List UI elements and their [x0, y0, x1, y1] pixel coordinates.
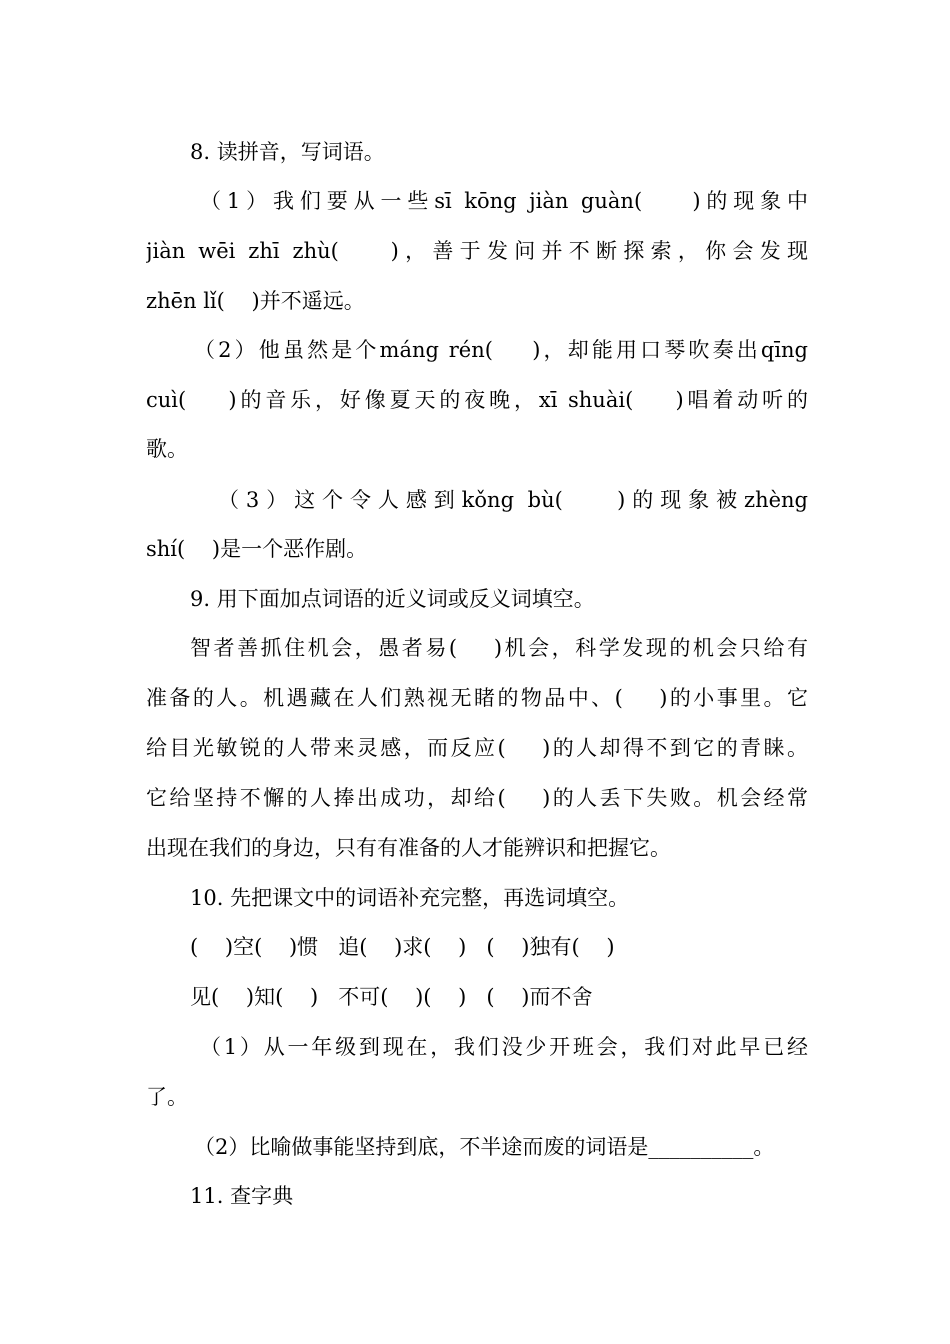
q8-item1-line3: zhēn lǐ( )并不遥远。: [146, 289, 365, 313]
q9-passage-line2: 准备的人。机遇藏在人们熟视无睹的物品中、( )的小事里。它: [146, 686, 808, 710]
q8-item3-line1: （3）这个令人感到kǒng bù( )的现象被zhèng: [218, 488, 808, 512]
q10-word-row2: 见( )知( ) 不可( )( ) ( )而不舍: [190, 985, 593, 1009]
q8-item1-line2: jiàn wēi zhī zhù( )，善于发问并不断探索，你会发现: [146, 239, 808, 263]
q10-sentence1-line2: 了。: [146, 1085, 188, 1109]
q9-passage-line3: 给目光敏锐的人带来灵感，而反应( )的人却得不到它的青睐。: [146, 736, 808, 760]
q8-item2-line2: cuì( )的音乐，好像夏天的夜晚，xī shuài( )唱着动听的: [146, 388, 808, 412]
q10-sentence1-line1: （1）从一年级到现在，我们没少开班会，我们对此早已经: [200, 1035, 808, 1059]
q8-heading: 8. 读拼音，写词语。: [190, 140, 385, 164]
q8-item3-line2: shí( )是一个恶作剧。: [146, 537, 368, 561]
q11-heading: 11. 查字典: [190, 1184, 294, 1208]
q9-passage-line5: 出现在我们的身边，只有有准备的人才能辨识和把握它。: [146, 836, 671, 860]
q8-item1-line1: （1）我们要从一些sī kōng jiàn guàn( )的现象中: [200, 189, 808, 213]
q9-passage-line4: 它给坚持不懈的人捧出成功，却给( )的人丢下失败。机会经常: [146, 786, 808, 810]
q8-item2-line1: （2）他虽然是个máng rén( )，却能用口琴吹奏出qīng: [194, 338, 808, 362]
q9-passage-line1: 智者善抓住机会，愚者易( )机会，科学发现的机会只给有: [190, 636, 808, 660]
q8-item2-line3: 歌。: [146, 437, 188, 461]
q10-heading: 10. 先把课文中的词语补充完整，再选词填空。: [190, 886, 630, 910]
q9-heading: 9. 用下面加点词语的近义词或反义词填空。: [190, 587, 595, 611]
q10-word-row1: ( )空( )惯 追( )求( ) ( )独有( ): [190, 935, 615, 959]
q10-sentence2: （2）比喻做事能坚持到底，不半途而废的词语是__________。: [194, 1135, 775, 1159]
